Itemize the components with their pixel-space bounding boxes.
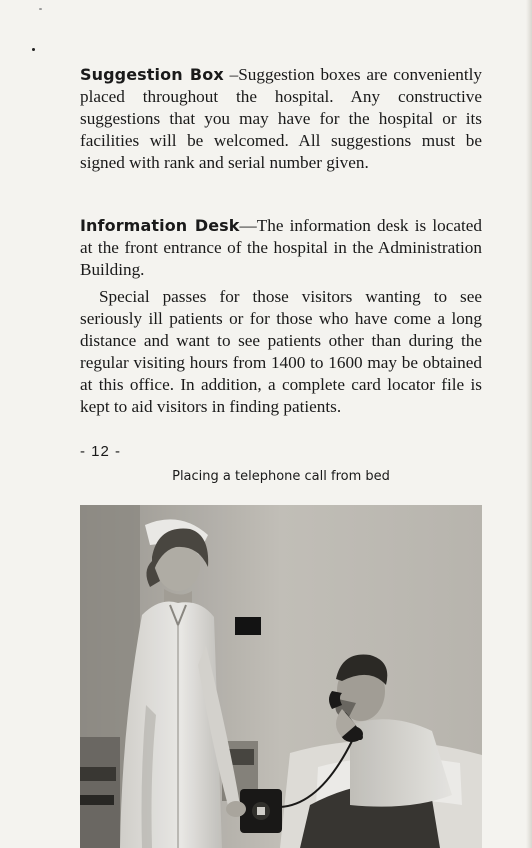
telephone-photo xyxy=(80,505,482,848)
suggestion-box-heading: Suggestion Box xyxy=(80,65,224,84)
page-number: - 12 - xyxy=(80,443,122,460)
page-speck xyxy=(39,8,42,10)
information-desk-paragraph xyxy=(80,215,482,281)
information-desk-text: —The information desk is located at the front entrance of the hospital in the Administration Building. xyxy=(80,216,482,280)
page-edge xyxy=(526,0,532,848)
suggestion-box-text: –Suggestion boxes are conveniently placed throughout the hospital. Any constructive suggestions that you may have for the hospital or its facilities will be welcomed. All suggestions must be signed with rank and serial number given. xyxy=(80,65,482,173)
page-speck xyxy=(32,48,35,51)
special-passes-text: Special passes for those visitors wanting to see seriously ill patients or for those who have come a long distance and want to see patients other than during the regular visiting hours from 1400 to 1600 may be obtained at this office. In addition, a complete card locator file is kept to aid visitors in finding patients. xyxy=(80,287,482,417)
photo-caption: Placing a telephone call from bed xyxy=(172,469,390,484)
suggestion-box-paragraph xyxy=(80,64,482,174)
special-passes-paragraph xyxy=(80,286,482,419)
information-desk-heading: Information Desk xyxy=(80,216,240,235)
